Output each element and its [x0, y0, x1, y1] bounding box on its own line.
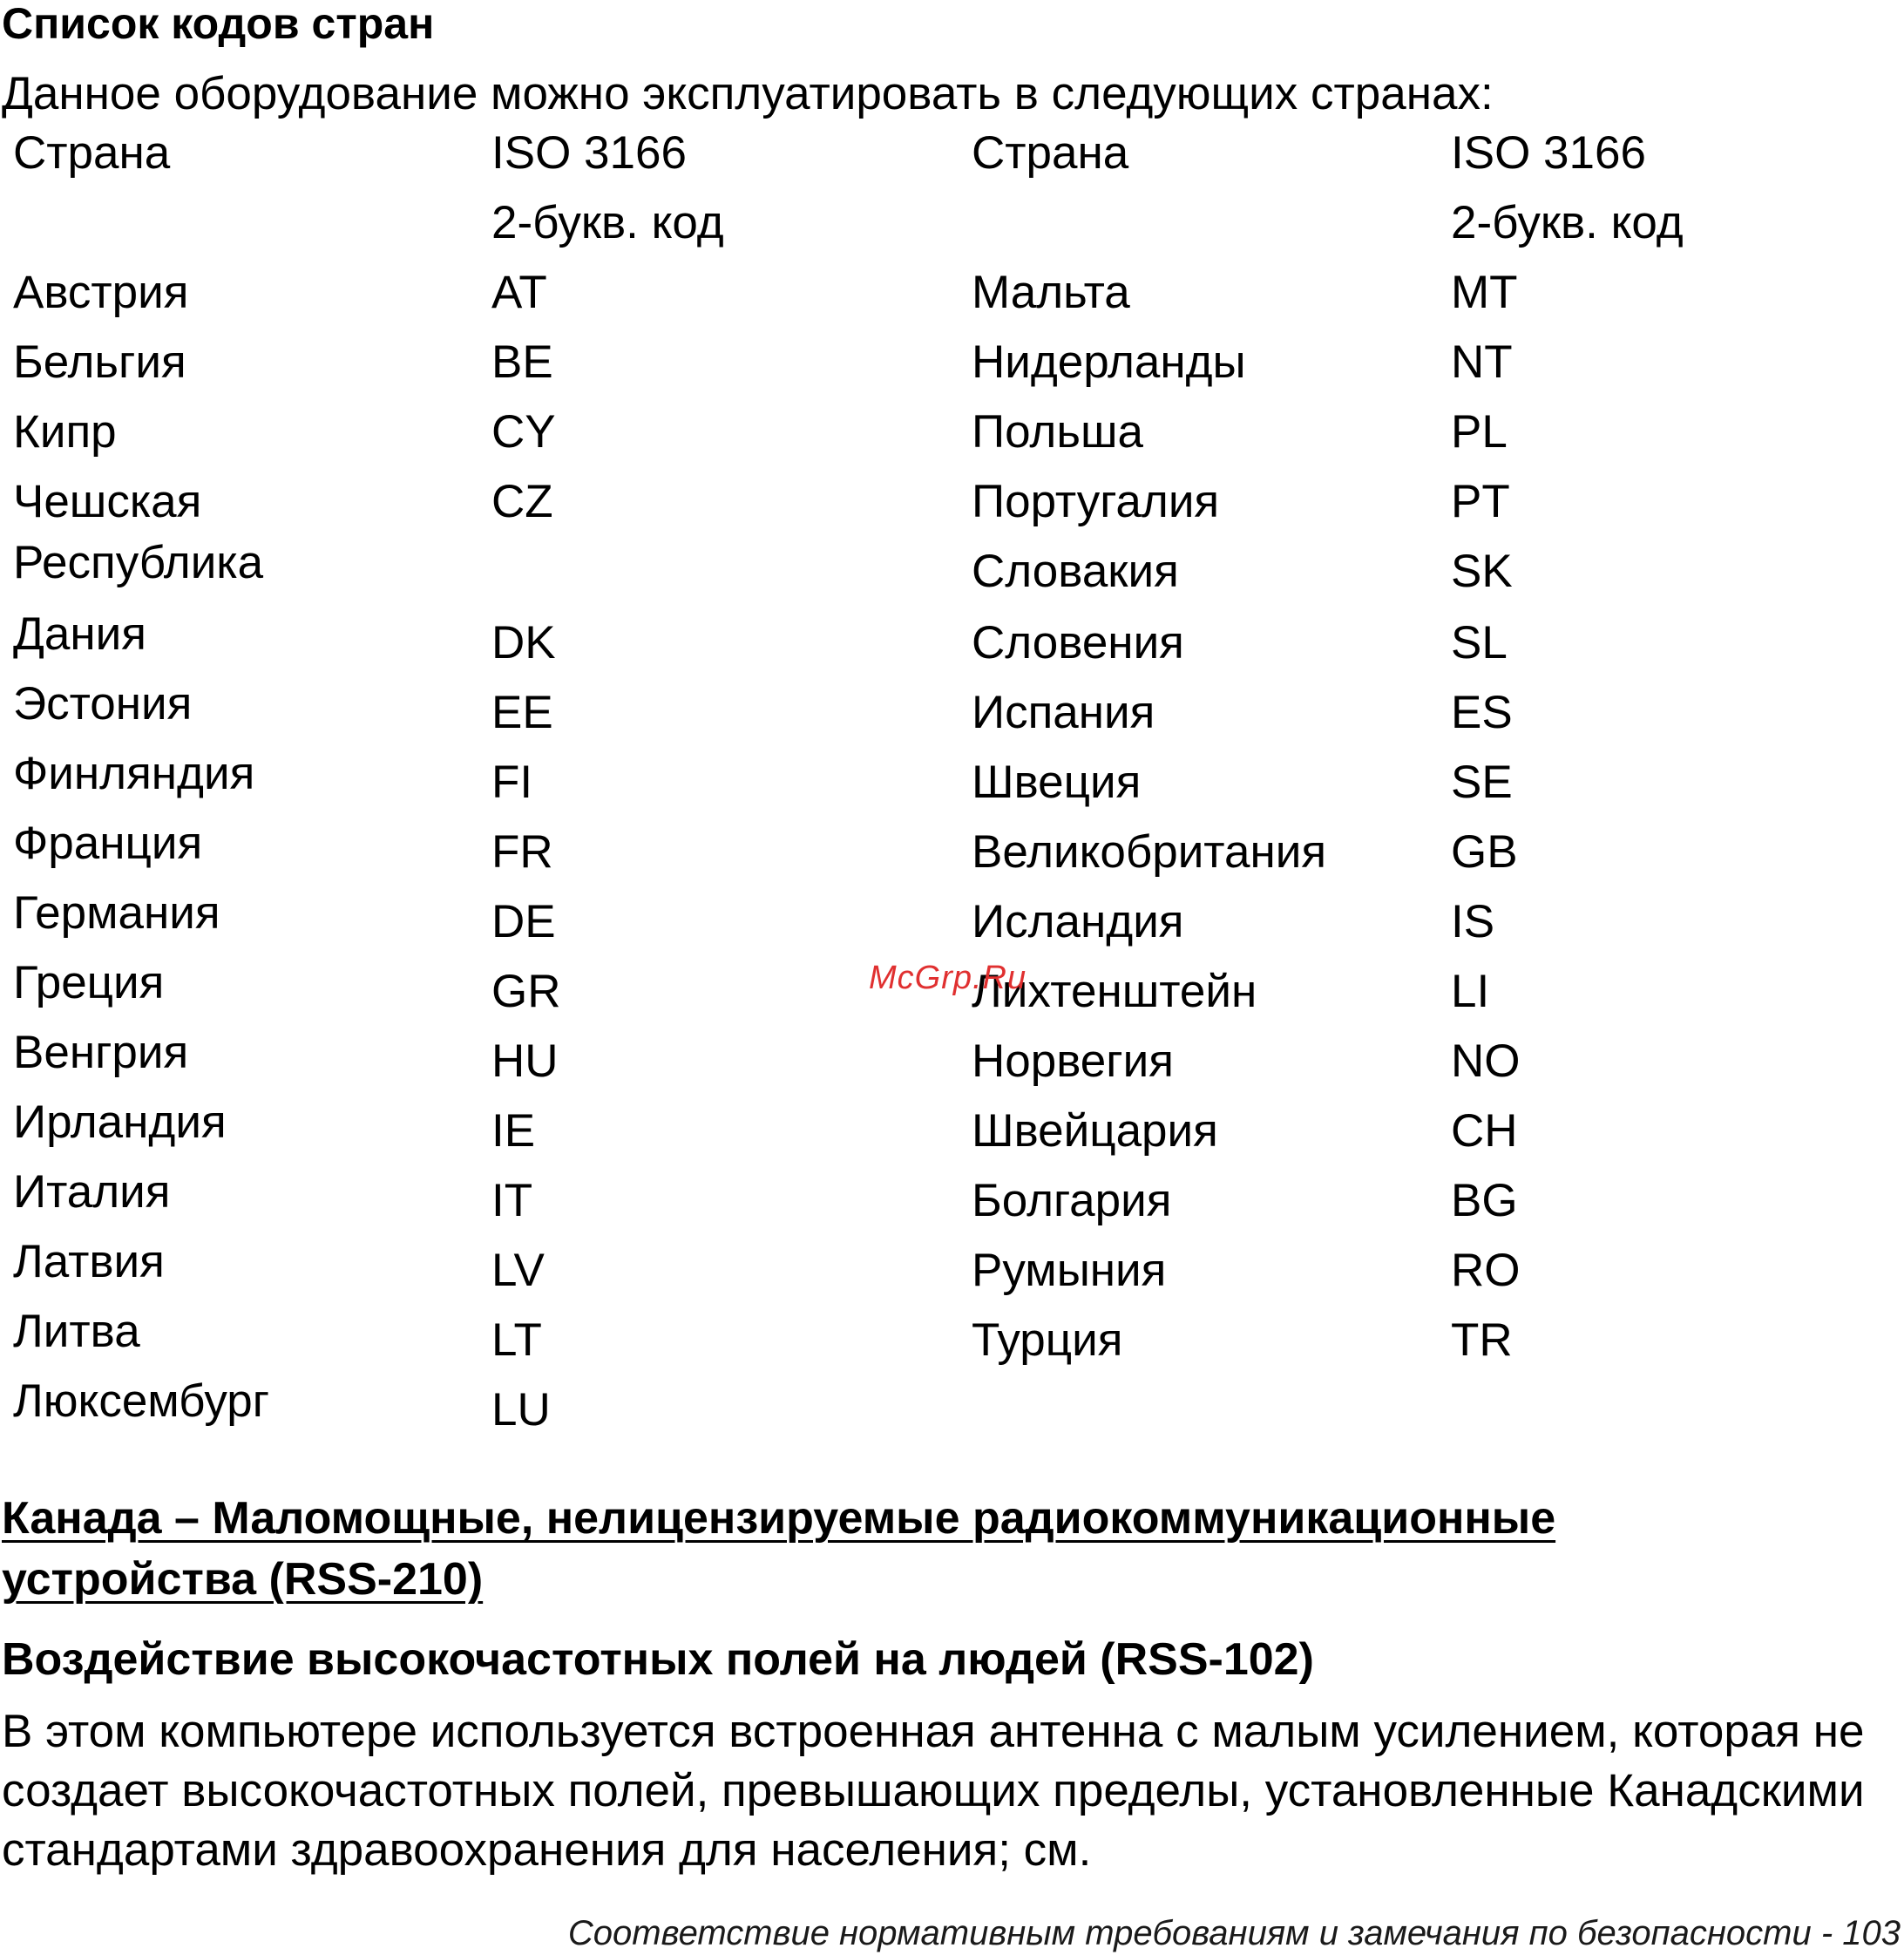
table-cell-country: Лихтенштейн: [972, 966, 1257, 1017]
table-cell-country: Нидерланды: [972, 336, 1246, 388]
table-cell-code: IS: [1451, 896, 1495, 947]
table-cell-country: Греция: [13, 957, 165, 1008]
table-cell-country: Мальта: [972, 267, 1130, 318]
watermark-text: McGrp.Ru: [869, 960, 1027, 996]
table-cell-code: FI: [491, 757, 533, 808]
header-code-sub-right: 2-букв. код: [1451, 197, 1684, 248]
header-code-left: ISO 3166: [491, 127, 687, 179]
header-country-left: Страна: [13, 127, 171, 179]
table-cell-country: Германия: [13, 887, 220, 939]
table-cell-code: NT: [1451, 336, 1513, 388]
table-cell-code: SL: [1451, 617, 1508, 669]
table-cell-code: CY: [491, 406, 556, 458]
canada-heading-line1: Канада – Маломощные, нелицензируемые радиокоммуникационные: [2, 1493, 1556, 1544]
table-cell-code: LI: [1451, 966, 1490, 1017]
table-cell-code: BE: [491, 336, 553, 388]
table-cell-code: AT: [491, 267, 547, 318]
table-cell-country: Чешская: [13, 476, 202, 527]
table-cell-code: SE: [1451, 757, 1513, 808]
table-cell-country: Норвегия: [972, 1035, 1174, 1087]
table-cell-country: Румыния: [972, 1245, 1167, 1296]
table-cell-country: Австрия: [13, 267, 189, 318]
table-cell-country: Бельгия: [13, 336, 186, 388]
table-cell-code: LU: [491, 1384, 551, 1436]
header-country-right: Страна: [972, 127, 1129, 179]
table-cell-code: CZ: [491, 476, 553, 527]
table-cell-country: Финляндия: [13, 748, 255, 799]
table-cell-country: Франция: [13, 818, 203, 869]
table-cell-country: Венгрия: [13, 1027, 189, 1078]
table-cell-code: CH: [1451, 1105, 1518, 1157]
table-cell-country: Дания: [13, 608, 146, 660]
table-cell-country: Великобритания: [972, 826, 1327, 878]
table-cell-code: GR: [491, 966, 561, 1017]
page-footer: Соответствие нормативным требованиям и замечания по безопасности - 103: [567, 1914, 1901, 1952]
table-cell-code: FR: [491, 826, 553, 878]
table-cell-country: Болгария: [972, 1175, 1172, 1226]
table-cell-country: Турция: [972, 1314, 1123, 1366]
table-cell-country: Словения: [972, 617, 1184, 669]
table-cell-country: Словакия: [972, 546, 1179, 597]
table-cell-code: HU: [491, 1035, 559, 1087]
table-cell-code: NO: [1451, 1035, 1521, 1087]
table-cell-code: RO: [1451, 1245, 1521, 1296]
table-cell-country: Эстония: [13, 678, 193, 730]
table-cell-country: Кипр: [13, 406, 117, 458]
table-cell-country: Италия: [13, 1166, 171, 1218]
header-code-sub-left: 2-букв. код: [491, 197, 724, 248]
table-cell-country: Польша: [972, 406, 1143, 458]
table-cell-country: Испания: [972, 687, 1155, 738]
table-cell-code: BG: [1451, 1175, 1518, 1226]
rf-exposure-heading: Воздействие высокочастотных полей на людей (RSS-102): [2, 1634, 1314, 1685]
table-cell-country: Люксембург: [13, 1375, 270, 1427]
table-cell-code: LV: [491, 1245, 545, 1296]
table-cell-code: PL: [1451, 406, 1508, 458]
table-cell-country: Португалия: [972, 476, 1220, 527]
canada-heading-line2: устройства (RSS-210): [2, 1554, 484, 1605]
table-cell-code: IE: [491, 1105, 536, 1157]
table-cell-country: Исландия: [972, 896, 1184, 947]
table-cell-country: Республика: [13, 537, 264, 588]
page-title: Список кодов стран: [2, 0, 435, 48]
body-paragraph: В этом компьютере используется встроенная антенна с малым усилением, которая не создает высокочастотных полей, превышающих пределы, установленные Канадскими стандартами здравоохранения для населения; см.: [2, 1706, 1865, 1876]
header-code-right: ISO 3166: [1451, 127, 1646, 179]
table-cell-code: EE: [491, 687, 553, 738]
table-cell-code: DK: [491, 617, 556, 669]
table-cell-code: MT: [1451, 267, 1518, 318]
table-cell-code: LT: [491, 1314, 542, 1366]
table-cell-country: Латвия: [13, 1236, 165, 1287]
table-cell-code: SK: [1451, 546, 1513, 597]
table-cell-code: ES: [1451, 687, 1513, 738]
table-cell-country: Швеция: [972, 757, 1142, 808]
table-cell-country: Ирландия: [13, 1096, 227, 1148]
table-cell-country: Швейцария: [972, 1105, 1218, 1157]
table-cell-code: IT: [491, 1175, 533, 1226]
table-cell-code: GB: [1451, 826, 1518, 878]
table-cell-code: PT: [1451, 476, 1510, 527]
table-cell-code: TR: [1451, 1314, 1513, 1366]
table-cell-country: Литва: [13, 1306, 140, 1357]
intro-text: Данное оборудование можно эксплуатировать в следующих странах:: [2, 68, 1494, 119]
table-cell-code: DE: [491, 896, 556, 947]
